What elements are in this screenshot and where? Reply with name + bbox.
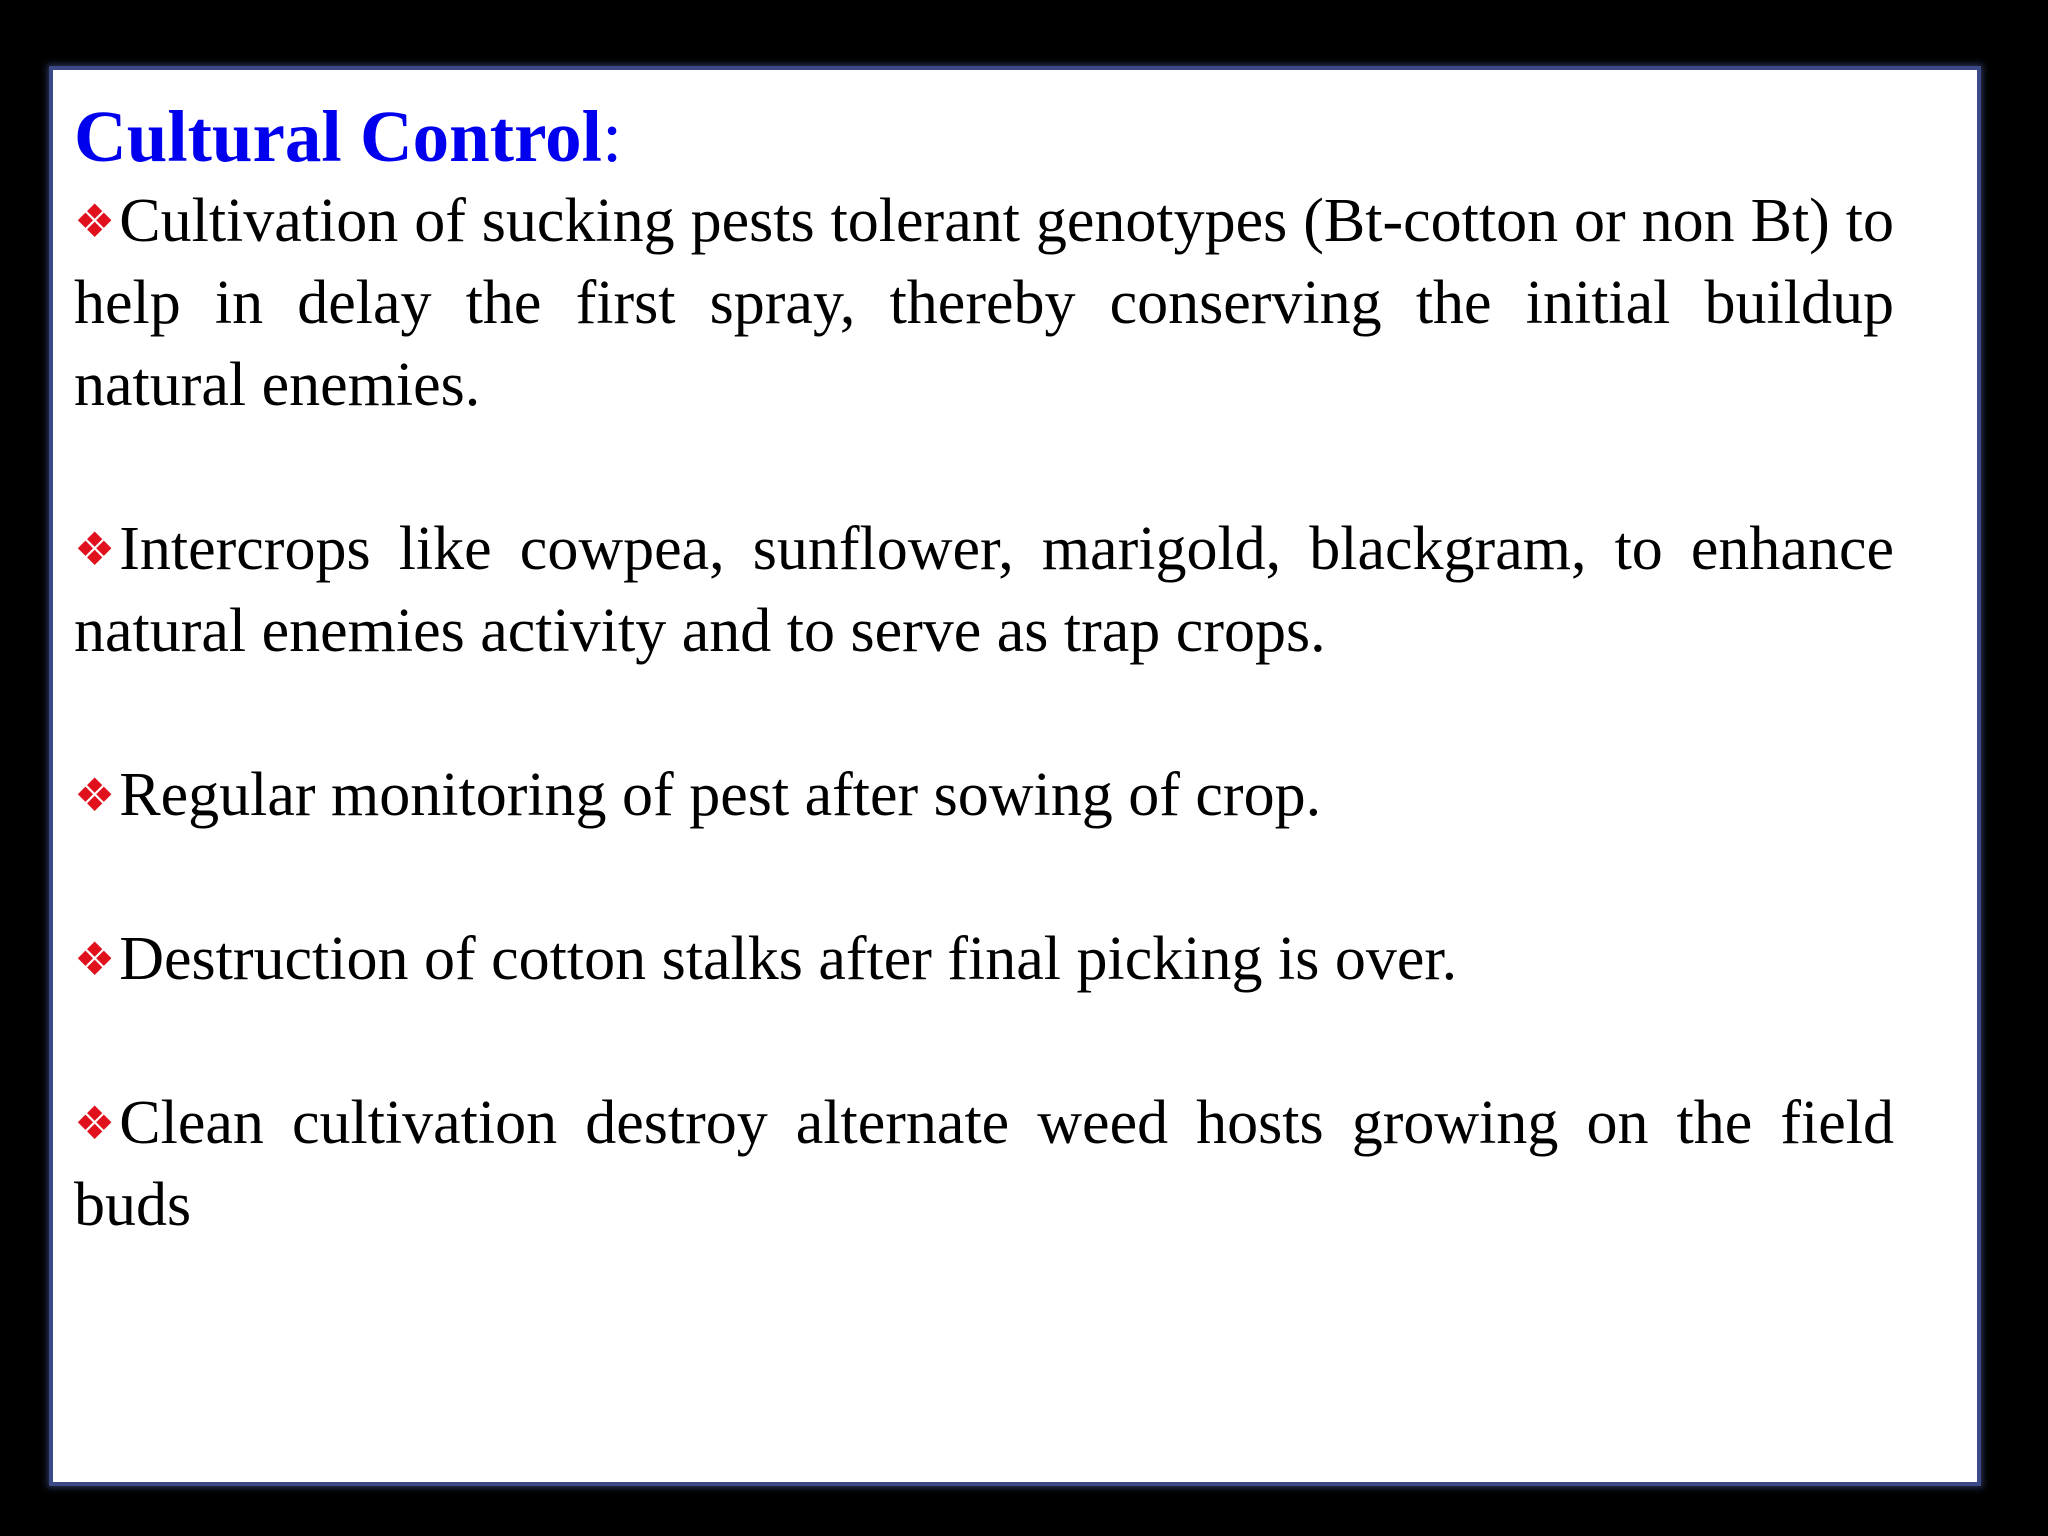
bullet-item-3 — [74, 754, 1894, 836]
bullet-text-4: Destruction of cotton stalks after final picking is over. — [119, 925, 1458, 993]
bullet-text-3: Regular monitoring of pest after sowing of crop. — [119, 761, 1322, 829]
slide-title-text: Cultural Control — [74, 96, 602, 177]
bullet-text-2: Intercrops like cowpea, sunflower, marigold, blackgram, to enhance natural enemies activity and to serve as trap crops. — [74, 515, 1894, 665]
slide-title-colon: : — [601, 96, 623, 177]
bullet-text-1: Cultivation of sucking pests tolerant genotypes (Bt-cotton or non Bt) to help in delay the first spray, thereby conserving the initial buildup natural enemies. — [74, 187, 1894, 419]
four-diamond-ornament-icon: ❖ — [74, 1098, 116, 1149]
four-diamond-ornament-icon: ❖ — [74, 770, 116, 821]
bullet-item-4 — [74, 918, 1894, 1000]
slide-title — [74, 94, 1894, 180]
bullet-item-5 — [74, 1082, 1894, 1246]
bullet-text-5: Clean cultivation destroy alternate weed hosts growing on the field buds — [74, 1089, 1894, 1239]
slide-frame — [49, 66, 1981, 1486]
spacer — [74, 1000, 1894, 1082]
four-diamond-ornament-icon: ❖ — [74, 934, 116, 985]
four-diamond-ornament-icon: ❖ — [74, 524, 116, 575]
bullet-item-2 — [74, 508, 1894, 672]
four-diamond-ornament-icon: ❖ — [74, 196, 116, 247]
bullet-item-1 — [74, 180, 1894, 426]
spacer — [74, 836, 1894, 918]
slide-content — [74, 94, 1894, 1246]
spacer — [74, 672, 1894, 754]
spacer — [74, 426, 1894, 508]
